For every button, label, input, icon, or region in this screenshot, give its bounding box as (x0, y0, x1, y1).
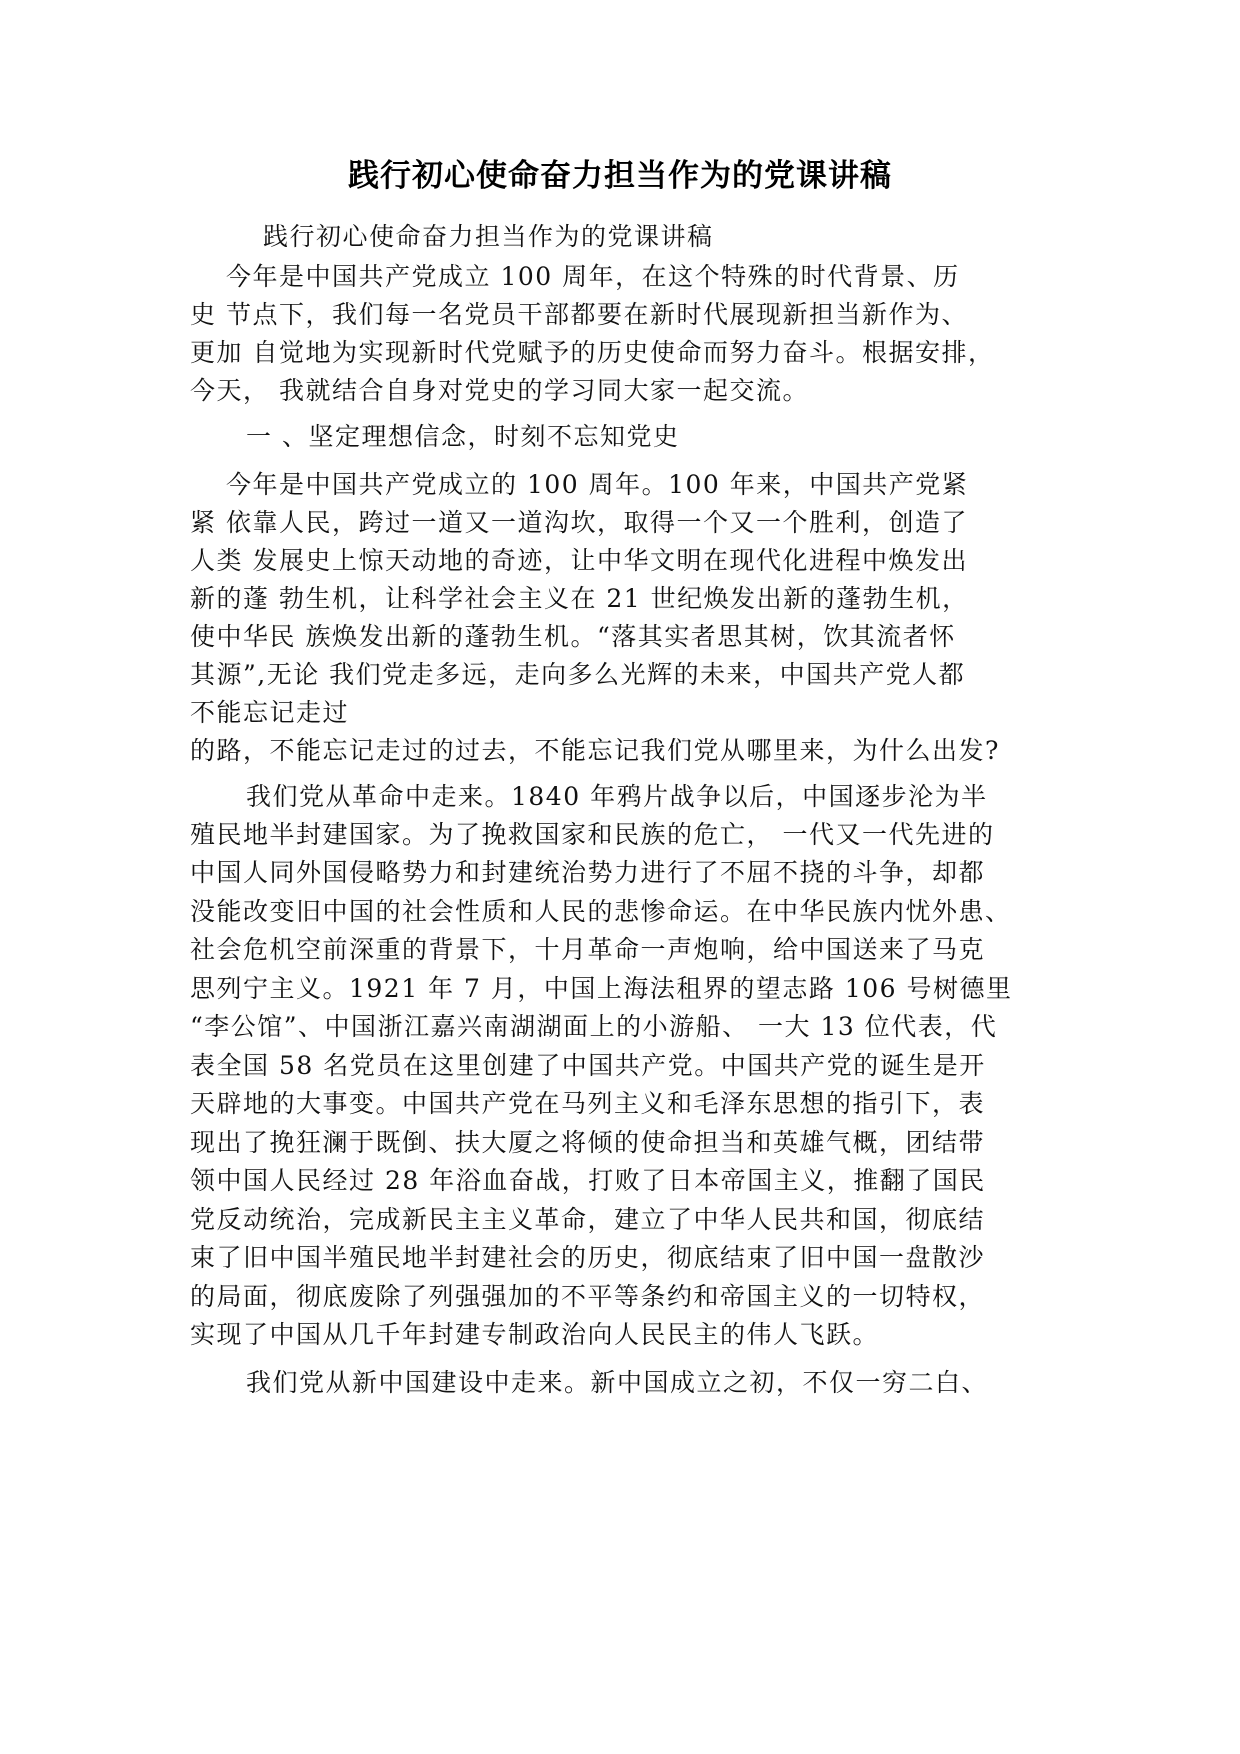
paragraph-line: 中国人同外国侵略势力和封建统治势力进行了不屈不挠的斗争，却都 (190, 858, 986, 887)
section-heading: 一 、坚定理想信念，时刻不忘知党史 (246, 422, 680, 451)
paragraph-line: 紧 依靠人民，跨过一道又一道沟坎，取得一个又一个胜利，创造了 (190, 508, 968, 537)
paragraph-line: 不能忘记走过 (190, 698, 350, 727)
subtitle-line: 践行初心使命奋力担当作为的党课讲稿 (263, 222, 714, 251)
paragraph-line: 史 节点下，我们每一名党员干部都要在新时代展现新担当新作为、 (190, 300, 968, 329)
paragraph-line: 表全国 58 名党员在这里创建了中国共产党。中国共产党的诞生是开 (190, 1051, 986, 1080)
paragraph-line: 的局面，彻底废除了列强强加的不平等条约和帝国主义的一切特权， (190, 1282, 986, 1311)
paragraph-line: 思列宁主义。1921 年 7 月，中国上海法租界的望志路 106 号树德里 (190, 974, 1013, 1003)
paragraph-line: 领中国人民经过 28 年浴血奋战，打败了日本帝国主义，推翻了国民 (190, 1166, 986, 1195)
paragraph-line: 今年是中国共产党成立 100 周年，在这个特殊的时代背景、历 (226, 262, 960, 291)
paragraph-line: 使中华民 族焕发出新的蓬勃生机。“落其实者思其树，饮其流者怀 (190, 622, 956, 651)
paragraph-line: 我们党从革命中走来。1840 年鸦片战争以后，中国逐步沦为半 (246, 782, 988, 811)
paragraph-line: 社会危机空前深重的背景下，十月革命一声炮响，给中国送来了马克 (190, 935, 986, 964)
paragraph-line: 党反动统治，完成新民主主义革命，建立了中华人民共和国，彻底结 (190, 1205, 986, 1234)
paragraph-line: “李公馆”、中国浙江嘉兴南湖湖面上的小游船、 一大 13 位代表，代 (190, 1012, 998, 1041)
paragraph-line: 天辟地的大事变。中国共产党在马列主义和毛泽东思想的指引下，表 (190, 1089, 986, 1118)
paragraph-line: 没能改变旧中国的社会性质和人民的悲惨命运。在中华民族内忧外患、 (190, 897, 1012, 926)
paragraph-line: 的路，不能忘记走过的过去，不能忘记我们党从哪里来，为什么出发? (190, 736, 1000, 765)
paragraph-line: 其源”,无论 我们党走多远，走向多么光辉的未来，中国共产党人都 (190, 660, 966, 689)
paragraph-line: 实现了中国从几千年封建专制政治向人民民主的伟人飞跃。 (190, 1320, 880, 1349)
paragraph-line: 束了旧中国半殖民地半封建社会的历史，彻底结束了旧中国一盘散沙 (190, 1243, 986, 1272)
paragraph-line: 现出了挽狂澜于既倒、扶大厦之将倾的使命担当和英雄气概，团结带 (190, 1128, 986, 1157)
paragraph-line: 我们党从新中国建设中走来。新中国成立之初，不仅一穷二白、 (246, 1368, 989, 1397)
paragraph-line: 人类 发展史上惊天动地的奇迹，让中华文明在现代化进程中焕发出 (190, 546, 968, 575)
document-title: 践行初心使命奋力担当作为的党课讲稿 (348, 158, 892, 194)
paragraph-line: 新的蓬 勃生机，让科学社会主义在 21 世纪焕发出新的蓬勃生机， (190, 584, 969, 613)
paragraph-line: 更加 自觉地为实现新时代党赋予的历史使命而努力奋斗。根据安排， (190, 338, 995, 367)
paragraph-line: 今天， 我就结合自身对党史的学习同大家一起交流。 (190, 376, 809, 405)
paragraph-line: 殖民地半封建国家。为了挽救国家和民族的危亡， 一代又一代先进的 (190, 820, 995, 849)
paragraph-line: 今年是中国共产党成立的 100 周年。100 年来，中国共产党紧 (226, 470, 969, 499)
